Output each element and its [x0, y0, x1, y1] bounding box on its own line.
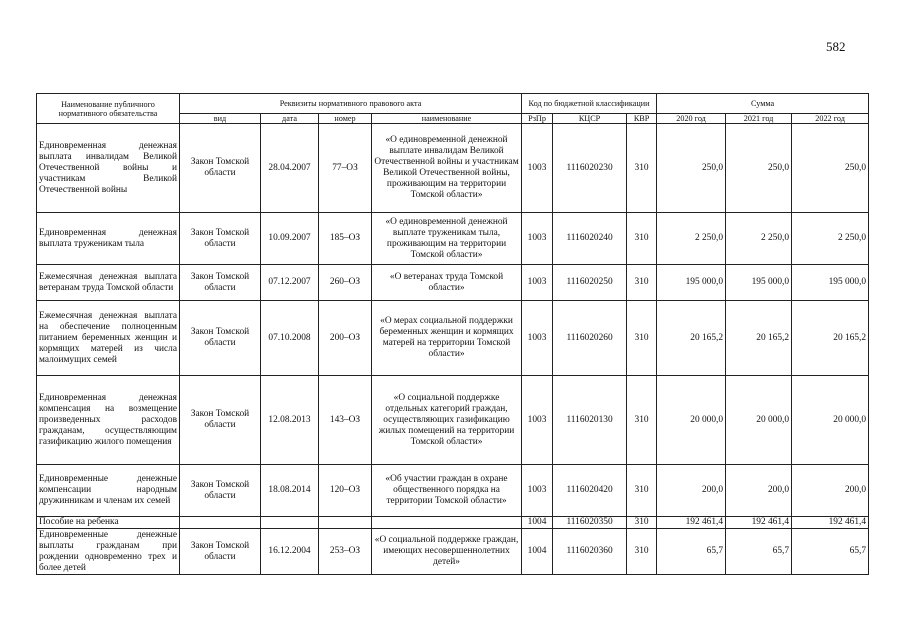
cell-kind: Закон Томской области [180, 124, 261, 213]
cell-kcsr: 1116020420 [553, 465, 627, 517]
cell-2022: 20 165,2 [792, 301, 869, 376]
cell-number: 143–ОЗ [319, 376, 372, 465]
table-row [37, 517, 869, 529]
header-2021: 2021 год [726, 114, 792, 124]
header-date: дата [261, 114, 319, 124]
cell-kind: Закон Томской области [180, 529, 261, 575]
cell-kind [180, 517, 261, 529]
cell-name: «О ветеранах труда Томской области» [372, 265, 522, 301]
header-2022: 2022 год [792, 114, 869, 124]
cell-rzpr: 1003 [522, 213, 553, 265]
cell-name: «О единовременной денежной выплате труженикам тыла, проживающим на территории Томской области» [372, 213, 522, 265]
cell-obligation: Единовременные денежные выплаты гражданам при рождении одновременно трех и более детей [37, 529, 180, 575]
cell-2020: 20 165,2 [657, 301, 726, 376]
cell-obligation: Единовременная денежная компенсация на возмещение произведенных расходов гражданам, осуществляющим газификацию жилого помещения [37, 376, 180, 465]
header-kvr: КВР [627, 114, 657, 124]
table-row [37, 213, 869, 265]
header-2020: 2020 год [657, 114, 726, 124]
cell-2021: 192 461,4 [726, 517, 792, 529]
cell-date: 10.09.2007 [261, 213, 319, 265]
table-row [37, 376, 869, 465]
cell-kcsr: 1116020360 [553, 529, 627, 575]
cell-kcsr: 1116020130 [553, 376, 627, 465]
cell-2022: 20 000,0 [792, 376, 869, 465]
cell-obligation: Ежемесячная денежная выплата на обеспечение полноценным питанием беременных женщин и кормящих матерей из числа малоимущих семей [37, 301, 180, 376]
cell-date: 07.12.2007 [261, 265, 319, 301]
cell-kvr: 310 [627, 265, 657, 301]
cell-2020: 195 000,0 [657, 265, 726, 301]
header-rzpr: РзПр [522, 114, 553, 124]
cell-2020: 192 461,4 [657, 517, 726, 529]
cell-kind: Закон Томской области [180, 301, 261, 376]
cell-date: 28.04.2007 [261, 124, 319, 213]
cell-date: 12.08.2013 [261, 376, 319, 465]
header-obligation: Наименование публичного нормативного обязательства [37, 94, 180, 124]
cell-2020: 20 000,0 [657, 376, 726, 465]
cell-rzpr: 1003 [522, 124, 553, 213]
cell-rzpr: 1004 [522, 529, 553, 575]
cell-obligation: Ежемесячная денежная выплата ветеранам труда Томской области [37, 265, 180, 301]
cell-number: 253–ОЗ [319, 529, 372, 575]
cell-kvr: 310 [627, 124, 657, 213]
page-number: 582 [826, 39, 846, 54]
cell-obligation: Единовременная денежная выплата труженикам тыла [37, 213, 180, 265]
cell-date [261, 517, 319, 529]
cell-obligation: Пособие на ребенка [37, 517, 180, 529]
cell-2020: 200,0 [657, 465, 726, 517]
cell-kind: Закон Томской области [180, 376, 261, 465]
table-row [37, 265, 869, 301]
cell-2021: 20 165,2 [726, 301, 792, 376]
cell-kvr: 310 [627, 213, 657, 265]
cell-kind: Закон Томской области [180, 213, 261, 265]
cell-name: «Об участии граждан в охране общественного порядка на территории Томской области» [372, 465, 522, 517]
cell-date: 18.08.2014 [261, 465, 319, 517]
cell-number: 200–ОЗ [319, 301, 372, 376]
cell-2022: 2 250,0 [792, 213, 869, 265]
cell-number [319, 517, 372, 529]
cell-kind: Закон Томской области [180, 465, 261, 517]
cell-2021: 20 000,0 [726, 376, 792, 465]
header-act-group: Реквизиты нормативного правового акта [180, 94, 522, 114]
cell-obligation: Единовременные денежные компенсации народным дружинникам и членам их семей [37, 465, 180, 517]
cell-date: 16.12.2004 [261, 529, 319, 575]
header-kcsr: КЦСР [553, 114, 627, 124]
cell-2022: 195 000,0 [792, 265, 869, 301]
cell-2020: 65,7 [657, 529, 726, 575]
cell-name: «О социальной поддержке граждан, имеющих несовершеннолетних детей» [372, 529, 522, 575]
cell-obligation: Единовременная денежная выплата инвалидам Великой Отечественной войны и участникам Великой Отечественной войны [37, 124, 180, 213]
header-number: номер [319, 114, 372, 124]
cell-2021: 195 000,0 [726, 265, 792, 301]
cell-kvr: 310 [627, 376, 657, 465]
cell-date: 07.10.2008 [261, 301, 319, 376]
cell-kcsr: 1116020230 [553, 124, 627, 213]
header-code-group: Код по бюджетной классификации [522, 94, 657, 114]
cell-2020: 250,0 [657, 124, 726, 213]
cell-number: 185–ОЗ [319, 213, 372, 265]
cell-kcsr: 1116020250 [553, 265, 627, 301]
cell-rzpr: 1003 [522, 265, 553, 301]
cell-2022: 200,0 [792, 465, 869, 517]
cell-kcsr: 1116020240 [553, 213, 627, 265]
header-name: наименование [372, 114, 522, 124]
header-sum-group: Сумма [657, 94, 869, 114]
cell-name [372, 517, 522, 529]
cell-kind: Закон Томской области [180, 265, 261, 301]
header-kind: вид [180, 114, 261, 124]
cell-2021: 200,0 [726, 465, 792, 517]
table-row [37, 465, 869, 517]
cell-2022: 192 461,4 [792, 517, 869, 529]
cell-2021: 65,7 [726, 529, 792, 575]
table-row [37, 301, 869, 376]
cell-kvr: 310 [627, 465, 657, 517]
cell-name: «О мерах социальной поддержки беременных женщин и кормящих матерей на территории Томской области» [372, 301, 522, 376]
cell-kcsr: 1116020260 [553, 301, 627, 376]
cell-name: «О социальной поддержке отдельных категорий граждан, осуществляющих газификацию жилых помещений на территории Томской области» [372, 376, 522, 465]
cell-name: «О единовременной денежной выплате инвалидам Великой Отечественной войны и участникам Великой Отечественной войны, проживающим на территории Томской области» [372, 124, 522, 213]
cell-number: 120–ОЗ [319, 465, 372, 517]
cell-number: 260–ОЗ [319, 265, 372, 301]
cell-2022: 250,0 [792, 124, 869, 213]
cell-2022: 65,7 [792, 529, 869, 575]
cell-rzpr: 1003 [522, 376, 553, 465]
cell-2021: 2 250,0 [726, 213, 792, 265]
cell-2020: 2 250,0 [657, 213, 726, 265]
table-row [37, 529, 869, 575]
cell-number: 77–ОЗ [319, 124, 372, 213]
cell-rzpr: 1003 [522, 301, 553, 376]
cell-2021: 250,0 [726, 124, 792, 213]
cell-rzpr: 1004 [522, 517, 553, 529]
table-row [37, 124, 869, 213]
cell-rzpr: 1003 [522, 465, 553, 517]
obligations-table [36, 93, 869, 575]
cell-kcsr: 1116020350 [553, 517, 627, 529]
cell-kvr: 310 [627, 529, 657, 575]
cell-kvr: 310 [627, 517, 657, 529]
cell-kvr: 310 [627, 301, 657, 376]
